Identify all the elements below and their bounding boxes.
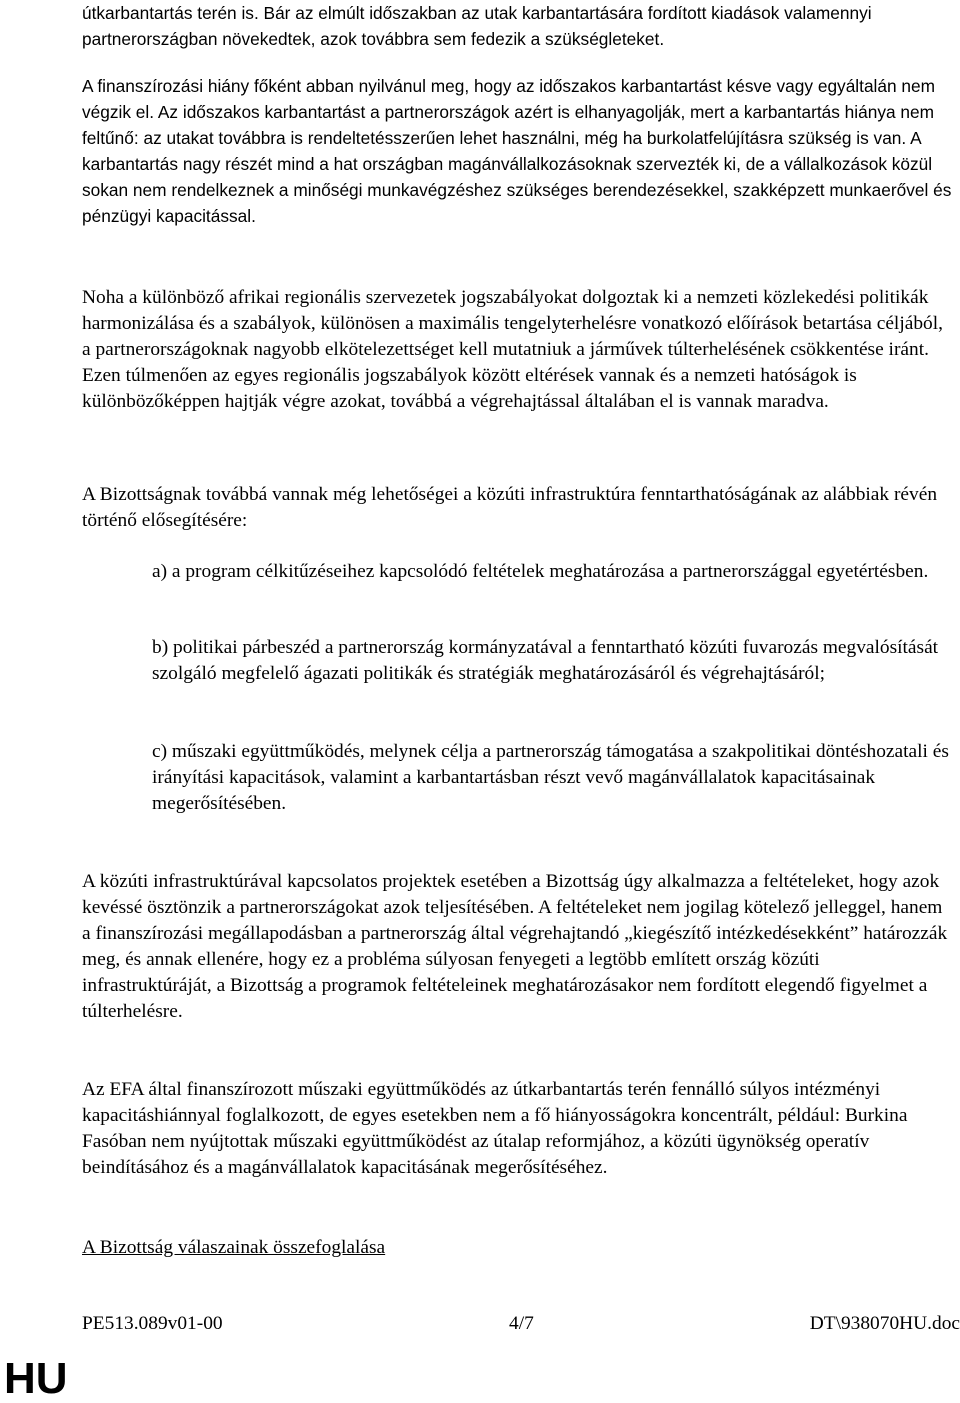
paragraph-1: útkarbantartás terén is. Bár az elmúlt időszakban az utak karbantartására fordított kiadások valamennyi partnerországban növekedtek, azok továbbra sem fedezik a szükségleteket. <box>82 3 872 49</box>
footer-page-number: 4/7 <box>509 1313 534 1334</box>
section-heading: A Bizottság válaszainak összefoglalása <box>82 1237 386 1258</box>
paragraph-3: Noha a különböző afrikai regionális szervezetek jogszabályokat dolgoztak ki a nemzeti közlekedési politikák harmonizálása és a szabályok, különösen a maximális tengelyterhelésre vonatkozó előírások betartása céljából, a partnerországoknak nagyobb elkötelezettséget kell mutatniuk a járművek túlterhelésének csökkentése iránt. Ezen túlmenően az egyes regionális jogszabályok között eltérések vannak és a nemzeti hatóságok is különbözőképpen hajtják végre azokat, továbbá a végrehajtással általában el is vannak maradva. <box>82 287 943 412</box>
page-footer <box>82 1311 960 1337</box>
list-item-c: c) műszaki együttműködés, melynek célja a partnerország támogatása a szakpolitikai döntéshozatali és irányítási kapacitások, valamint a karbantartásban részt vevő magánvállalatok kapacitásainak megerősítésében. <box>152 741 949 814</box>
footer-document-name: DT\938070HU.doc <box>809 1313 960 1334</box>
paragraph-5: A közúti infrastruktúrával kapcsolatos projektek esetében a Bizottság úgy alkalmazza a feltételeket, hogy azok kevéssé ösztönzik a partnerországokat azok teljesítésében. A feltételeket nem jogilag kötelező jelleggel, hanem a finanszírozási megállapodásban a partnerország által végrehajtandó „kiegészítő intézkedésekként” határozzák meg, és annak ellenére, hogy ez a probléma súlyosan fenyegeti a legtöbb említett ország közúti infrastruktúráját, a Bizottság a programok feltételeinek meghatározásakor nem fordított elegendő figyelmet a túlterhelésre. <box>82 871 948 1022</box>
paragraph-2: A finanszírozási hiány főként abban nyilvánul meg, hogy az időszakos karbantartást késve vagy egyáltalán nem végzik el. Az időszakos karbantartást a partnerországok azért is elhanyagolják, mert a karbantartás hiánya nem feltűnő: az utakat továbbra is rendeltetésszerűen lehet használni, még ha burkolatfelújításra szükség is van. A karbantartás nagy részét mind a hat országban magánvállalkozásoknak szervezték ki, de a vállalkozások közül sokan nem rendelkeznek a minőségi munkavégzéshez szükséges berendezésekkel, szakképzett munkaerővel és pénzügyi kapacitással. <box>82 76 952 226</box>
list-item-a: a) a program célkitűzéseihez kapcsolódó feltételek meghatározása a partnerországgal egyetértésben. <box>152 561 929 582</box>
paragraph-6: Az EFA által finanszírozott műszaki együttműködés az útkarbantartás terén fennálló súlyos intézményi kapacitáshiánnyal foglalkozott, de egyes esetekben nem a fő hiányosságokra koncentrált, például: Burkina Fasóban nem nyújtottak műszaki együttműködést az útalap reformjához, a közúti ügynökség operatív beindításához és a magánvállalatok kapacitásának megerősítéséhez. <box>82 1079 908 1178</box>
list-item-b: b) politikai párbeszéd a partnerország kormányzatával a fenntartható közúti fuvarozás megvalósítását szolgáló megfelelő ágazati politikák és stratégiák meghatározásáról és végrehajtásáról; <box>152 637 939 684</box>
language-tag: HU <box>4 1354 68 1403</box>
footer-reference: PE513.089v01-00 <box>82 1313 223 1334</box>
paragraph-4: A Bizottságnak továbbá vannak még lehetőségei a közúti infrastruktúra fenntarthatóságának az alábbiak révén történő elősegítésére: <box>82 484 938 531</box>
